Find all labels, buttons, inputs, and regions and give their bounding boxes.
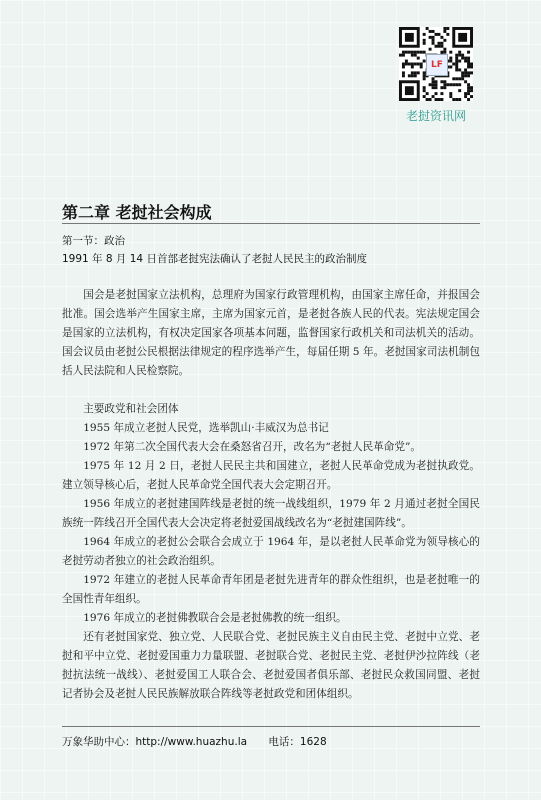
body-text [62,286,480,704]
section-subtitle: 1991 年 8 月 14 日首部老挝宪法确认了老挝人民民主的政治制度 [62,253,367,265]
paragraph: 1972 年建立的老挝人民革命青年团是老挝先进青年的群众性组织，也是老挝唯一的全国性青年组织。 [62,574,480,605]
qr-code[interactable] [399,27,473,101]
footer [62,734,327,749]
paragraph: 1972 年第二次全国代表大会在桑怒省召开，改名为“老挝人民革命党”。 [83,441,421,453]
paragraph: 1955 年成立老挝人民党，选举凯山·丰威汉为总书记 [83,422,329,434]
paragraph: 1956 年成立的老挝建国阵线是老挝的统一战线组织，1979 年 2 月通过老挝全国民族统一阵线召开全国代表大会决定将老挝爱国战线改名为“老挝建国阵线”。 [62,498,480,529]
footer-phone: 电话：1628 [268,736,327,748]
chapter-title: 第二章 老挝社会构成 [62,203,212,222]
paragraph: 1976 年成立的老挝佛教联合会是老挝佛教的统一组织。 [83,612,347,624]
paragraph: 还有老挝国家党、独立党、人民联合党、老挝民族主义自由民主党、老挝中立党、老挝和平中立党、老挝爱国重力力量联盟、老挝联合党、老挝民主党、老挝伊沙拉阵线（老挝抗法统一战线）、老挝爱国工人联合会、老挝爱国者俱乐部、老挝民众救国同盟、老挝记者协会及老挝人民民族解放联合阵线等老挝政党和团体组织。 [62,631,480,700]
paragraph-parliament: 国会是老挝国家立法机构，总理府为国家行政管理机构，由国家主席任命，并报国会批准。国会选举产生国家主席，主席为国家元首，是老挝各族人民的代表。宪法规定国会是国家的立法机构，有权决定国家各项基本问题，监督国家行政机关和司法机关的活动。国会议员由老挝公民根据法律规定的程序选举产生，每届任期 5 年。老挝国家司法机制包括人民法院和人民检察院。 [62,289,480,377]
section-label: 第一节：政治 [62,235,125,247]
footer-center-url: 万象华助中心：http://www.huazhu.la [62,736,248,748]
title-divider [62,223,480,224]
site-logo: LF [426,54,448,76]
paragraph-heading-parties: 主要政党和社会团体 [83,403,179,415]
qr-code-block [397,27,475,124]
paragraph: 1975 年 12 月 2 日，老挝人民民主共和国建立，老挝人民革命党成为老挝执政党。建立领导核心后，老挝人民革命党全国代表大会定期召开。 [62,460,480,491]
footer-divider [62,726,480,727]
site-name: 老挝资讯网 [405,109,466,123]
paragraph: 1964 年成立的老挝公会联合会成立于 1964 年，是以老挝人民革命党为领导核心的老挝劳动者独立的社会政治组织。 [62,536,480,567]
